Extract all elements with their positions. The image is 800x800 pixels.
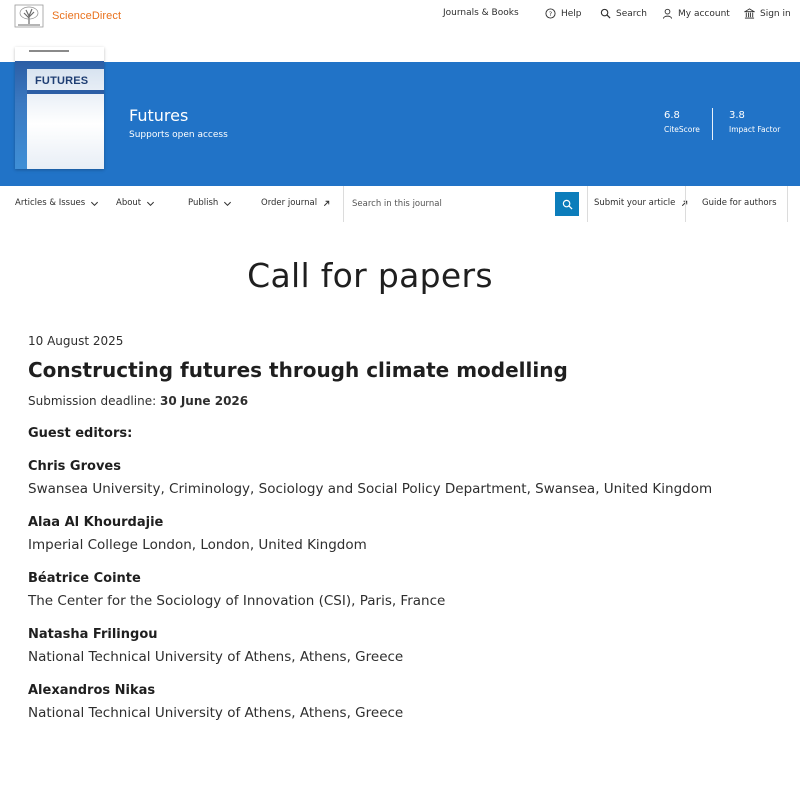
citescore-metric[interactable]	[664, 110, 700, 134]
journal-banner	[0, 62, 800, 186]
svg-text:?: ?	[548, 9, 553, 18]
editor-entry	[28, 515, 768, 553]
cover-header-line	[29, 50, 69, 52]
publish-menu[interactable]	[188, 198, 232, 208]
cover-header	[15, 47, 104, 61]
journal-search	[343, 186, 579, 222]
journal-subtitle[interactable]: Supports open access	[129, 130, 228, 140]
nav-divider	[587, 186, 588, 222]
citescore-label: CiteScore	[664, 125, 700, 134]
cover-strip	[15, 61, 104, 169]
guide-for-authors-label: Guide for authors	[702, 198, 777, 208]
sign-in-label: Sign in	[760, 8, 791, 19]
call-title: Constructing futures through climate modelling	[28, 358, 568, 382]
editor-affiliation: Swansea University, Criminology, Sociology and Social Policy Department, Swansea, United Kingdom	[28, 481, 713, 497]
about-menu[interactable]	[116, 198, 155, 208]
order-journal-label: Order journal	[261, 198, 318, 208]
editor-affiliation: National Technical University of Athens, Athens, Greece	[28, 705, 404, 721]
citescore-value: 6.8	[664, 110, 680, 121]
institution-icon	[744, 8, 755, 19]
guide-for-authors-link[interactable]	[702, 198, 777, 208]
journal-navigation	[0, 186, 800, 222]
help-label: Help	[561, 8, 582, 19]
metric-divider	[712, 108, 713, 140]
order-journal-link[interactable]	[261, 198, 331, 208]
journals-books-label: Journals & Books	[443, 8, 519, 18]
editor-name: Alaa Al Khourdajie	[28, 515, 164, 530]
cover-subtitle-bar	[27, 90, 104, 94]
brand-name: ScienceDirect	[52, 10, 122, 22]
external-link-icon	[322, 199, 331, 208]
journals-books-link[interactable]	[443, 8, 519, 18]
deadline-label: Submission deadline:	[28, 394, 157, 408]
cover-title: FUTURES	[35, 75, 89, 87]
chevron-down-icon	[90, 199, 99, 208]
guest-editors-heading: Guest editors:	[28, 426, 133, 441]
journal-title[interactable]: Futures	[129, 106, 189, 125]
editor-name: Chris Groves	[28, 459, 121, 474]
editor-entry	[28, 627, 768, 665]
about-label: About	[116, 198, 142, 208]
top-navigation	[0, 8, 800, 24]
submit-article-link[interactable]	[594, 198, 689, 208]
cover-inner	[27, 69, 104, 169]
chevron-down-icon	[146, 199, 155, 208]
submission-deadline	[28, 394, 768, 408]
search-icon	[562, 199, 573, 210]
editor-name: Béatrice Cointe	[28, 571, 141, 586]
articles-issues-label: Articles & Issues	[15, 198, 86, 208]
my-account-label: My account	[678, 8, 730, 19]
editor-entry	[28, 683, 768, 721]
search-label: Search	[616, 8, 647, 19]
nav-divider	[787, 186, 788, 222]
call-for-papers-content	[28, 334, 768, 721]
editor-affiliation: Imperial College London, London, United Kingdom	[28, 537, 367, 553]
page-heading: Call for papers	[247, 256, 493, 295]
editor-affiliation: National Technical University of Athens, Athens, Greece	[28, 649, 404, 665]
impact-factor-label: Impact Factor	[729, 125, 781, 134]
publish-label: Publish	[188, 198, 219, 208]
search-link[interactable]	[600, 8, 647, 19]
editor-entry	[28, 459, 768, 497]
journal-search-button[interactable]	[555, 192, 579, 216]
user-icon	[662, 8, 673, 19]
my-account-link[interactable]	[662, 8, 730, 19]
editor-affiliation: The Center for the Sociology of Innovation (CSI), Paris, France	[28, 593, 446, 609]
impact-factor-value: 3.8	[729, 110, 745, 121]
impact-factor-metric[interactable]	[729, 110, 780, 134]
top-bar	[0, 0, 800, 62]
journal-search-input[interactable]	[344, 186, 556, 222]
search-icon	[600, 8, 611, 19]
submit-article-label: Submit your article	[594, 198, 676, 208]
nav-divider	[685, 186, 686, 222]
articles-issues-menu[interactable]	[15, 198, 99, 208]
help-circle-icon	[545, 8, 556, 19]
editor-entry	[28, 571, 768, 609]
sign-in-link[interactable]	[744, 8, 791, 19]
journal-cover[interactable]	[15, 47, 104, 169]
editor-name: Natasha Frilingou	[28, 627, 158, 642]
editor-name: Alexandros Nikas	[28, 683, 156, 698]
deadline-value: 30 June 2026	[159, 394, 249, 408]
publication-date: 10 August 2025	[28, 334, 124, 348]
help-link[interactable]	[545, 8, 582, 19]
chevron-down-icon	[223, 199, 232, 208]
